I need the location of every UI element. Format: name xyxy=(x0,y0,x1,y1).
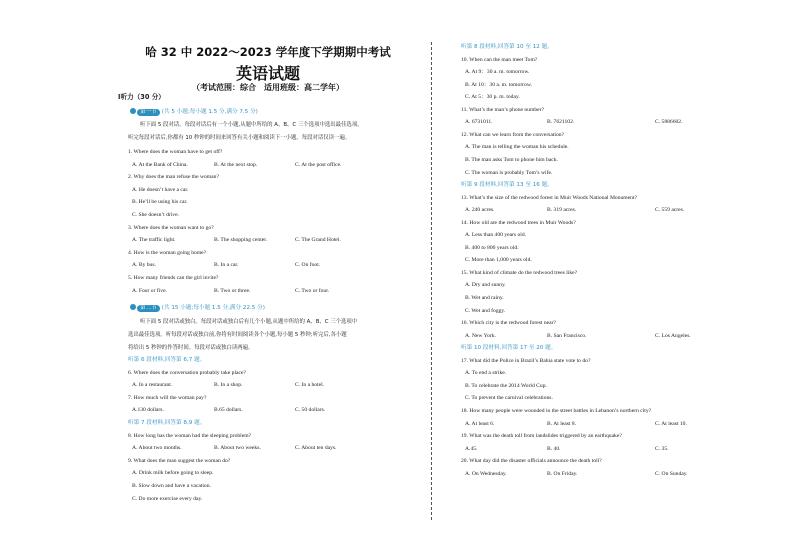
answer-option: A. About two months. xyxy=(132,445,182,452)
question-stem: 10. When can the man meet Tom? xyxy=(461,56,538,63)
question-stem: 3. Where does the woman want to go? xyxy=(128,224,214,231)
answer-option: B. At least 8. xyxy=(547,420,577,427)
question-stem: 9. What does the man suggest the woman do? xyxy=(128,457,231,464)
answer-option: C. Two or four. xyxy=(295,287,330,294)
answer-option: B. 7621102. xyxy=(547,119,575,126)
answer-option: B. Slow down and have a vacation. xyxy=(132,483,211,489)
answer-option: A.130 dollars. xyxy=(132,407,164,414)
answer-option: A. Dry and sunny. xyxy=(465,282,506,289)
question-stem: 17. What did the Police in Brazil’s Bahia state vote to do? xyxy=(461,357,591,364)
answer-option: B. 40. xyxy=(547,445,561,452)
question-stem: 5. How many friends can the girl invite? xyxy=(128,275,219,281)
question-stem: 6. Where does the conversation probably take place? xyxy=(128,369,246,376)
question-stem: 1. Where does the woman have to get off? xyxy=(128,149,223,155)
question-stem: 7. How much will the woman pay? xyxy=(128,394,207,401)
answer-option: C. About ten days. xyxy=(295,445,337,452)
column-divider xyxy=(431,42,432,520)
answer-option: C. Los Angeles. xyxy=(655,332,691,339)
answer-option: A. Less than 400 years old. xyxy=(465,232,527,239)
exam-scope: （考试范围：综合 适用班级：高二学年） xyxy=(192,83,344,92)
answer-option: A. At least 6. xyxy=(465,420,495,427)
part2-instruction-2: 选出最佳选项。听每段对话或独白前,你将有时间阅读各个小题,每小题 5 秒钟;听完后,各小题 xyxy=(128,332,347,338)
exam-title: 哈 32 中 2022～2023 学年度下学期期中考试 xyxy=(145,45,391,59)
part1-info: (共 5 小题;每小题 1.5 分,满分 7.5 分) xyxy=(161,109,258,115)
part1-instruction-1: 听下面 5 段对话。每段对话后有一个小题,从题中所给的 A、B、C 三个选项中选出最佳选项。 xyxy=(140,122,363,128)
subject-title: 英语试题 xyxy=(235,64,300,83)
part1-instruction-2: 听完每段对话后,你都有 10 秒钟的时间来回答有关小题和阅读下一小题。每段对话仅读一遍。 xyxy=(128,135,351,141)
answer-option: A. To end a strike. xyxy=(465,370,507,377)
answer-option: B.65 dollars. xyxy=(214,407,243,414)
listen-instruction: 听第 6 段材料,回答第 6,7 题。 xyxy=(128,357,206,363)
question-stem: 13. What’s the size of the redwood forest in Muir Woods National Monument? xyxy=(461,194,637,201)
listen-instruction: 听第 10 段材料,回答第 17 至 20 题。 xyxy=(461,345,557,352)
answer-option: A. In a restaurant. xyxy=(132,382,173,389)
answer-option: A.45. xyxy=(465,445,478,452)
question-stem: 20. What day did the disaster officials announce the death toll? xyxy=(461,458,602,465)
answer-option: C. To prevent the carnival celebrations. xyxy=(465,395,553,402)
answer-option: B. 400 to 800 years old. xyxy=(465,244,519,251)
answer-option: C. More than 1,000 years old. xyxy=(465,257,532,264)
answer-option: C. 5886602. xyxy=(655,119,683,126)
listen-instruction: 听第 8 段材料,回答第 10 至 12 题。 xyxy=(461,44,553,50)
answer-option: B. About two weeks. xyxy=(214,445,261,452)
answer-option: B. The man asks Tom to phone him back. xyxy=(465,156,558,163)
question-stem: 19. What was the death toll from landslides triggered by an earthquake? xyxy=(461,433,622,440)
answer-option: B. In a car. xyxy=(214,262,239,269)
answer-option: C. On Sunday. xyxy=(655,470,688,477)
answer-option: B. He’ll be using his car. xyxy=(132,199,188,206)
part1-header xyxy=(130,108,258,116)
question-stem: 4. How is the woman going home? xyxy=(128,249,207,256)
part2-info: (共 15 小题;每小题 1.5 分,满分 22.5 分) xyxy=(161,305,265,311)
listen-instruction: 听第 9 段材料,回答第 13 至 16 题。 xyxy=(461,182,553,189)
answer-option: C. At the post office. xyxy=(295,161,342,168)
answer-option: A. 240 acres. xyxy=(465,207,495,214)
answer-option: C. 50 dollars. xyxy=(295,407,326,414)
question-stem: 16. Which city is the redwood forest near? xyxy=(461,320,556,327)
answer-option: A. By bus. xyxy=(132,262,156,269)
answer-option: A. Drink milk before going to sleep. xyxy=(132,470,214,477)
answer-option: A. At the Bank of China. xyxy=(132,161,188,168)
answer-option: B. In a shop. xyxy=(214,382,243,389)
answer-option: A. He doesn’t have a car. xyxy=(132,186,189,193)
answer-option: B. On Friday. xyxy=(547,470,578,477)
question-stem: 14. How old are the redwood trees in Muir Woods? xyxy=(461,219,576,226)
answer-option: C. She doesn’t drive. xyxy=(132,212,179,218)
answer-option: B. 319 acres. xyxy=(547,207,577,214)
answer-option: B. San Francisco. xyxy=(547,332,587,339)
question-stem: 15. What kind of climate do the redwood trees like? xyxy=(461,269,578,276)
answer-option: A. 6731011. xyxy=(465,119,493,126)
part2-instruction-1: 听下面 5 段对话或独白。每段对话或独白后有几个小题,从题中所给的 A、B、C 三个选项中 xyxy=(140,319,358,325)
answer-option: A. New York. xyxy=(465,332,496,339)
answer-option: B. Wet and rainy. xyxy=(465,295,504,301)
answer-option: B. The shopping center. xyxy=(214,237,268,244)
answer-option: A. The man is telling the woman his schedule. xyxy=(465,144,569,151)
question-stem: 11. What’s the man’s phone number? xyxy=(461,106,544,113)
part2-badge: 第二节 xyxy=(137,305,160,312)
answer-option: A. On Wednesday. xyxy=(465,470,507,477)
part1-badge: 第一节 xyxy=(137,109,160,116)
answer-option: C. The woman is probably Tom’s wife. xyxy=(465,169,553,176)
answer-option: C. The Grand Hotel. xyxy=(295,237,341,244)
answer-option: B. To celebrate the 2014 World Cup. xyxy=(465,382,547,389)
answer-option: B. Two or three. xyxy=(214,287,251,294)
answer-option: C. At least 10. xyxy=(655,420,687,427)
answer-option: C. Wet and foggy. xyxy=(465,307,506,314)
part2-header xyxy=(130,304,265,312)
answer-option: A. Four or five. xyxy=(132,287,167,294)
headphone-icon xyxy=(130,108,136,114)
section-heading: Ⅰ听力（30 分） xyxy=(118,93,165,101)
answer-option: C. 35. xyxy=(655,445,669,452)
question-stem: 12. What can we learn from the conversation? xyxy=(461,131,565,138)
answer-option: A. At 9：30 a. m. tomorrow. xyxy=(465,69,530,76)
answer-option: C. On foot. xyxy=(295,262,321,269)
answer-option: A. The traffic light. xyxy=(132,237,176,244)
answer-option: B. At the next stop. xyxy=(214,161,258,168)
listen-instruction: 听第 7 段材料,回答第 8,9 题。 xyxy=(128,420,206,426)
answer-option: B. At 10：30 a. m. tomorrow. xyxy=(465,81,532,88)
question-stem: 8. How long has the woman had the sleeping problem? xyxy=(128,432,252,439)
answer-option: C. Do more exercise every day. xyxy=(132,495,203,502)
question-stem: 18. How many people were wounded in the street battles in Lebanon’s northern city? xyxy=(461,407,652,414)
answer-option: C. 559 acres. xyxy=(655,207,685,214)
part2-instruction-3: 将给出 5 秒钟的作答时间。每段对话或独白读两遍。 xyxy=(128,345,254,351)
answer-option: C. At 5：30 p. m. today. xyxy=(465,94,520,101)
answer-option: C. In a hotel. xyxy=(295,382,325,389)
question-stem: 2. Why does the man refuse the woman? xyxy=(128,174,219,181)
headphone-icon xyxy=(130,304,136,310)
